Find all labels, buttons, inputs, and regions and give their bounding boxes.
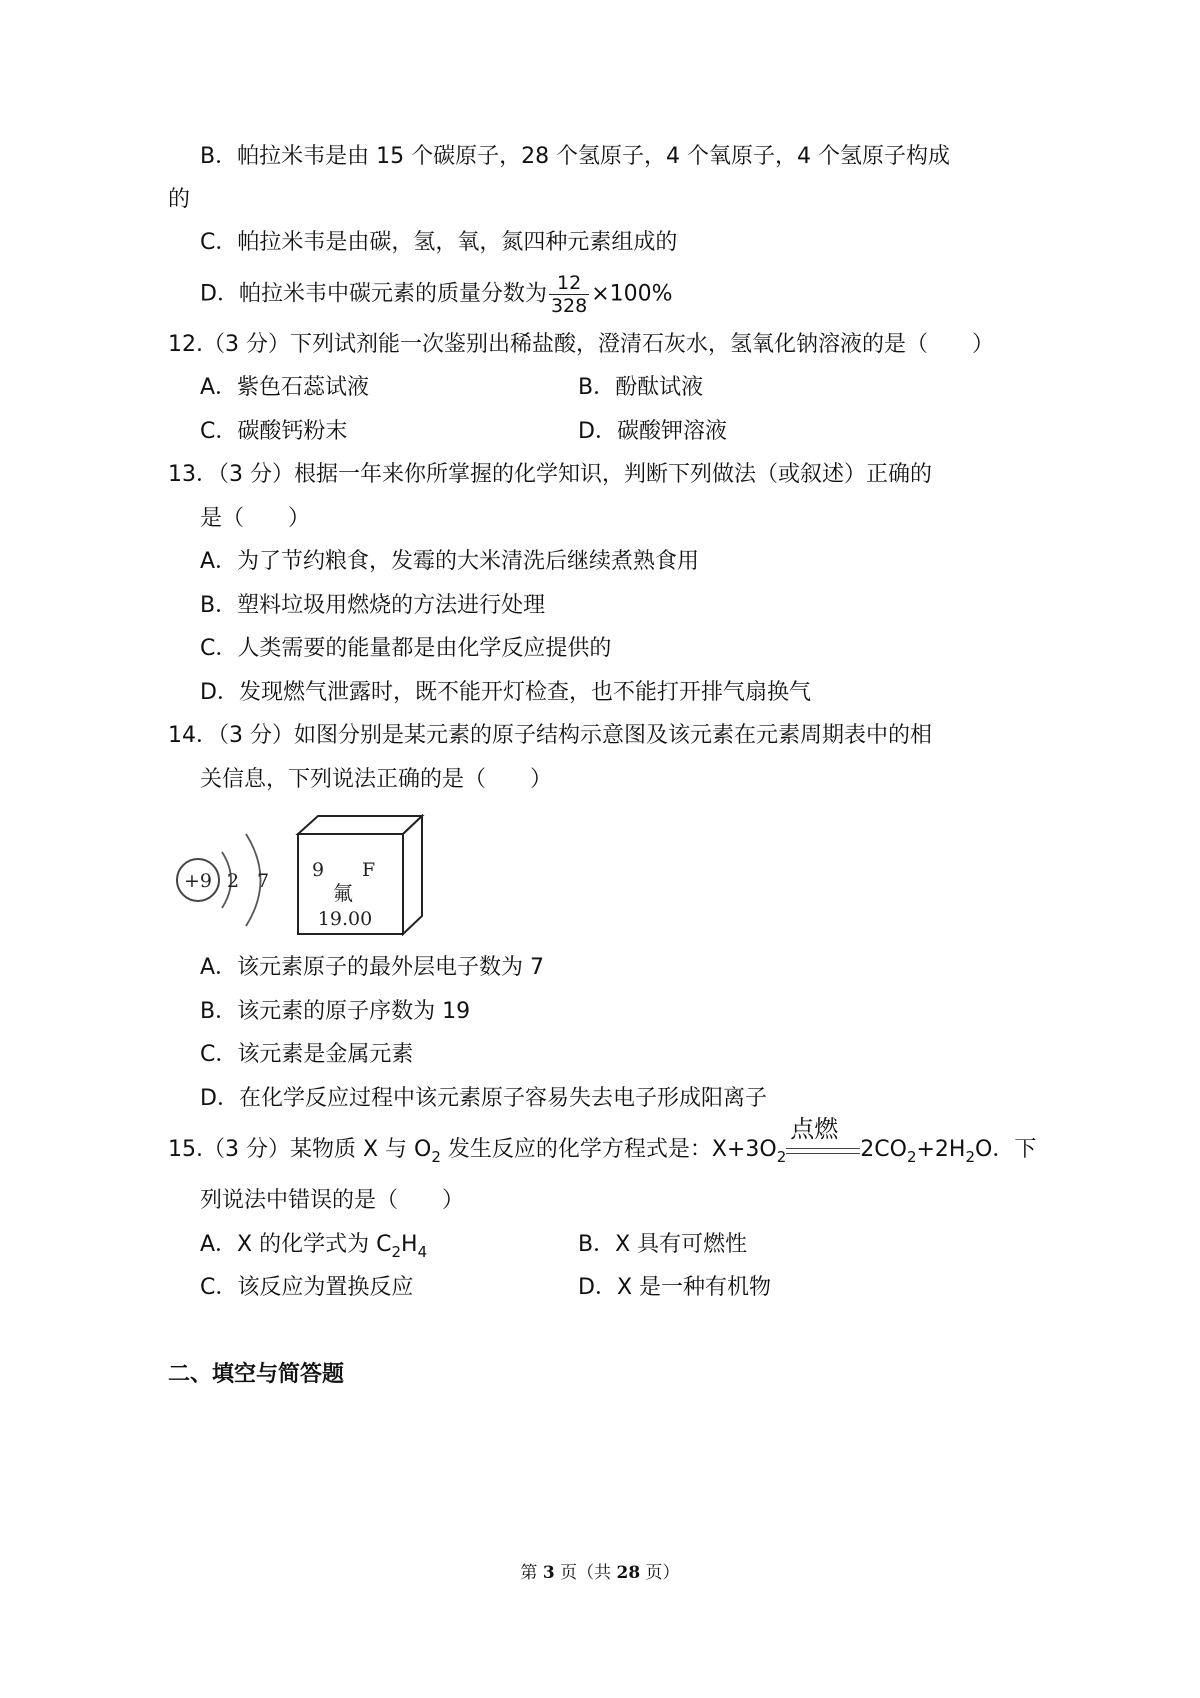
- q14-option-d: D．在化学反应过程中该元素原子容易失去电子形成阳离子: [200, 1086, 767, 1111]
- q14-stem-line2: 关信息，下列说法正确的是（ ）: [200, 767, 553, 792]
- subscript: 4: [417, 1243, 428, 1261]
- q12-option-a: A．紫色石蕊试液: [200, 375, 370, 400]
- q15-option-c: C．该反应为置换反应: [200, 1275, 414, 1300]
- q15-option-a-mid: H: [401, 1232, 418, 1257]
- atom-structure-diagram: [177, 834, 269, 926]
- q15-option-a-prefix: A．X 的化学式为 C: [200, 1232, 392, 1257]
- q14-option-a: A．该元素原子的最外层电子数为 7: [200, 955, 545, 980]
- q15-stem-e: O．下: [975, 1137, 1037, 1162]
- q11-fraction: [549, 272, 589, 317]
- q13-option-a: A．为了节约粮食，发霉的大米清洗后继续煮熟食用: [200, 549, 700, 574]
- q11-option-b-line2: 的: [168, 187, 191, 212]
- q11-option-c: C．帕拉米韦是由碳，氢，氧，氮四种元素组成的: [200, 230, 678, 255]
- fraction-denominator: 328: [550, 295, 588, 317]
- subscript: 2: [906, 1148, 917, 1166]
- footer-suffix: 页）: [640, 1563, 680, 1583]
- q11-option-b-line1: B．帕拉米韦是由 15 个碳原子，28 个氢原子，4 个氧原子，4 个氢原子构成: [200, 144, 951, 169]
- q13-stem-line2: 是（ ）: [200, 506, 311, 531]
- reaction-condition: [786, 1115, 860, 1166]
- equation-bar-bottom: [786, 1153, 860, 1154]
- shell-2-electrons: 7: [256, 870, 270, 892]
- equation-bar-top: [786, 1148, 860, 1149]
- q12-option-c: C．碳酸钙粉末: [200, 419, 348, 444]
- page-footer: [0, 1558, 1200, 1583]
- footer-page-number: 3: [542, 1563, 555, 1583]
- subscript: 2: [776, 1148, 787, 1166]
- q12-option-b: B．酚酞试液: [578, 375, 704, 400]
- q15-option-a: [200, 1230, 427, 1261]
- subscript: 2: [965, 1148, 976, 1166]
- q13-option-b: B．塑料垃圾用燃烧的方法进行处理: [200, 593, 546, 618]
- q13-option-c: C．人类需要的能量都是由化学反应提供的: [200, 636, 612, 661]
- q11-option-d: [200, 272, 673, 317]
- subscript: 2: [391, 1243, 402, 1261]
- shell-1-electrons: 2: [226, 870, 240, 892]
- nucleus-charge: +9: [183, 870, 213, 892]
- reaction-condition-label: 点燃: [790, 1115, 839, 1143]
- fraction-numerator: 12: [549, 272, 589, 295]
- atomic-mass: 19.00: [317, 908, 373, 930]
- atomic-number: 9: [312, 859, 325, 881]
- q15-stem-line1: [168, 1115, 1037, 1166]
- q14-figure: [160, 812, 430, 942]
- element-symbol: F: [362, 859, 376, 881]
- q14-stem-line1: 14．（3 分）如图分别是某元素的原子结构示意图及该元素在元素周期表中的相: [168, 723, 932, 748]
- section-heading: 二、填空与简答题: [168, 1362, 345, 1387]
- q15-stem-d: +2H: [916, 1137, 966, 1162]
- q15-stem-b: 发生反应的化学方程式是：X+3O: [440, 1137, 777, 1162]
- subscript: 2: [431, 1148, 441, 1166]
- q14-option-c: C．该元素是金属元素: [200, 1042, 414, 1067]
- q12-stem: 12.（3 分）下列试剂能一次鉴别出稀盐酸，澄清石灰水，氢氧化钠溶液的是（ ）: [168, 332, 994, 357]
- q14-option-b: B．该元素的原子序数为 19: [200, 999, 471, 1024]
- footer-prefix: 第: [520, 1563, 543, 1583]
- cell-side: [403, 816, 422, 934]
- q11-option-d-prefix: D．帕拉米韦中碳元素的质量分数为: [200, 281, 547, 307]
- footer-total-pages: 28: [616, 1563, 641, 1583]
- q11-option-d-suffix: ×100%: [591, 281, 673, 307]
- q15-stem-a: 15.（3 分）某物质 X 与 O: [168, 1137, 432, 1162]
- cell-top: [298, 816, 422, 834]
- q15-stem-c: 2CO: [860, 1137, 907, 1162]
- q13-stem-line1: 13．（3 分）根据一年来你所掌握的化学知识，判断下列做法（或叙述）正确的: [168, 462, 932, 487]
- q13-option-d: D．发现燃气泄露时，既不能开灯检查，也不能打开排气扇换气: [200, 680, 811, 705]
- element-name: 氟: [333, 881, 353, 905]
- q15-option-d: D．X 是一种有机物: [578, 1275, 772, 1300]
- q15-option-b: B．X 具有可燃性: [578, 1232, 748, 1257]
- q15-stem-line2: 列说法中错误的是（ ）: [200, 1188, 465, 1213]
- periodic-table-cell: [298, 816, 422, 934]
- footer-middle: 页（共: [554, 1563, 617, 1583]
- q12-option-d: D．碳酸钾溶液: [578, 419, 727, 444]
